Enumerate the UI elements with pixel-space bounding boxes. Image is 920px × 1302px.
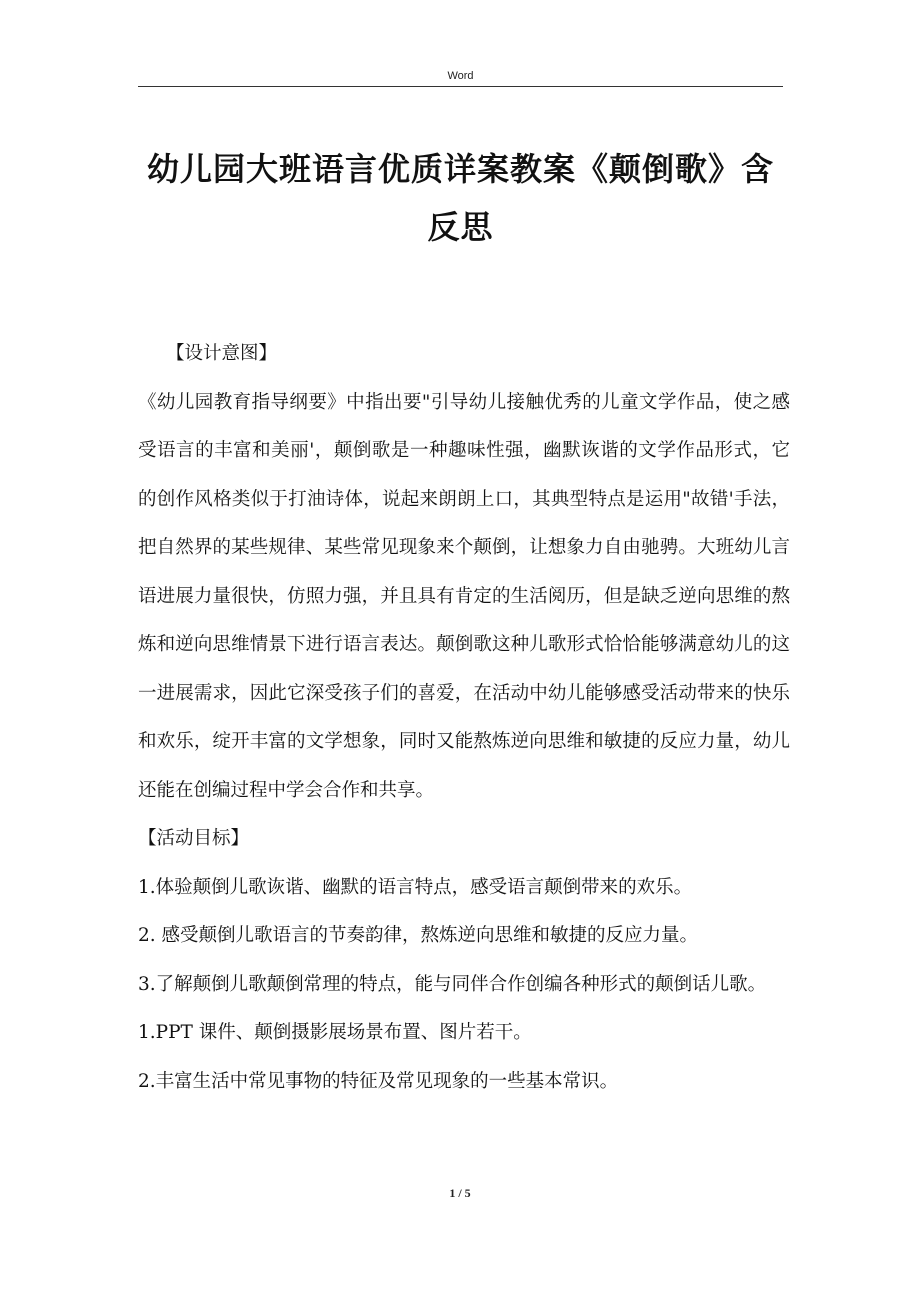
page-header: [138, 64, 783, 87]
header-label: Word: [447, 70, 474, 82]
prep-item-1: 1.PPT 课件、颠倒摄影展场景布置、图片若干。: [138, 1022, 532, 1043]
prep-item-2: 2.丰富生活中常见事物的特征及常见现象的一些基本常识。: [138, 1070, 619, 1092]
goal-item-3: 3.了解颠倒儿歌颠倒常理的特点，能与同伴合作创编各种形式的颠倒话儿歌。: [138, 973, 767, 995]
goal-item-1: 1.体验颠倒儿歌诙谐、幽默的语言特点，感受语言颠倒带来的欢乐。: [138, 876, 693, 898]
design-intent-paragraph: 《幼儿园教育指导纲要》中指出要"引导幼儿接触优秀的儿童文学作品，使之感受语言的丰富和美丽'，颠倒歌是一种趣味性强，幽默诙谐的文学作品形式，它的创作风格类似于打油诗体，说起来朗朗上口，其典型特点是运用"故错'手法，把自然界的某些规律、某些常见现象来个颠倒，让想象力自由驰骋。大班幼儿言语进展力量很快，仿照力强，并且具有肯定的生活阅历，但是缺乏逆向思维的熬炼和逆向思维情景下进行语言表达。颠倒歌这种儿歌形式恰恰能够满意幼儿的这一进展需求，因此它深受孩子们的喜爱，在活动中幼儿能够感受活动带来的快乐和欢乐，绽开丰富的文学想象，同时又能熬炼逆向思维和敏捷的反应力量，幼儿还能在创编过程中学会合作和共享。: [138, 391, 790, 801]
goal-item-2: 2. 感受颠倒儿歌语言的节奏韵律，熬炼逆向思维和敏捷的反应力量。: [138, 925, 699, 946]
activity-goals-heading: 【活动目标】: [138, 828, 250, 849]
document-title: 幼儿园大班语言优质详案教案《颠倒歌》含反思: [146, 150, 774, 246]
design-intent-heading: 【设计意图】: [166, 343, 278, 364]
document-body: [138, 330, 790, 1106]
page-number: 1 / 5: [449, 1186, 471, 1200]
